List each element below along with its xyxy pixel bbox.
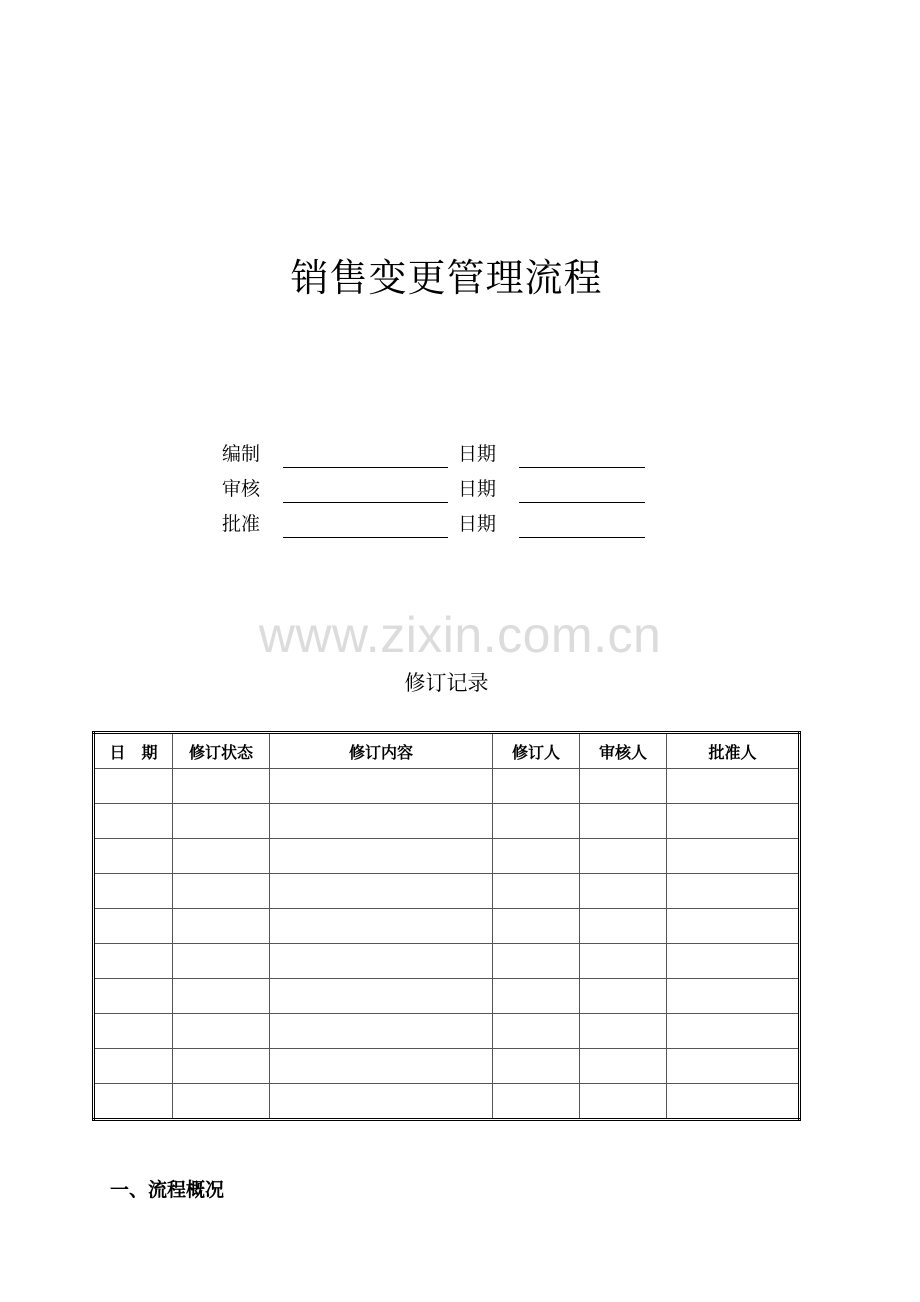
table-cell — [580, 769, 667, 804]
table-cell — [667, 769, 800, 804]
column-header-revision-content: 修订内容 — [270, 733, 493, 769]
revision-record-body — [94, 769, 800, 1120]
column-header-approver: 批准人 — [667, 733, 800, 769]
table-cell — [94, 1084, 173, 1120]
column-header-reviser: 修订人 — [493, 733, 580, 769]
table-cell — [493, 839, 580, 874]
table-cell — [270, 1049, 493, 1084]
table-cell — [667, 979, 800, 1014]
watermark: www.zixin.com.cn — [258, 607, 662, 663]
table-cell — [493, 874, 580, 909]
table-cell — [270, 804, 493, 839]
table-cell — [493, 769, 580, 804]
table-cell — [580, 944, 667, 979]
document-title: 销售变更管理流程 — [290, 256, 603, 300]
table-cell — [270, 769, 493, 804]
table-row — [94, 979, 800, 1014]
table-cell — [94, 1049, 173, 1084]
table-cell — [580, 839, 667, 874]
table-row — [94, 1084, 800, 1120]
table-cell — [94, 769, 173, 804]
revision-record-heading: 修订记录 — [404, 671, 489, 695]
table-cell — [94, 1014, 173, 1049]
table-cell — [667, 804, 800, 839]
table-cell — [580, 979, 667, 1014]
table-cell — [580, 804, 667, 839]
section-heading-process-overview: 一、流程概况 — [110, 1179, 225, 1201]
table-cell — [94, 804, 173, 839]
table-cell — [493, 979, 580, 1014]
column-header-date: 日 期 — [94, 733, 173, 769]
table-row — [94, 839, 800, 874]
signoff-row-prepared — [222, 438, 652, 473]
signoff-role-label: 审核 — [222, 478, 261, 500]
table-row — [94, 874, 800, 909]
column-header-revision-status: 修订状态 — [173, 733, 270, 769]
table-cell — [173, 874, 270, 909]
table-cell — [667, 874, 800, 909]
table-cell — [173, 944, 270, 979]
table-cell — [667, 944, 800, 979]
table-cell — [173, 1049, 270, 1084]
table-cell — [667, 839, 800, 874]
table-cell — [493, 944, 580, 979]
table-cell — [173, 1014, 270, 1049]
table-cell — [493, 909, 580, 944]
table-cell — [173, 909, 270, 944]
signoff-date-label: 日期 — [458, 513, 497, 535]
table-cell — [580, 909, 667, 944]
table-cell — [580, 1049, 667, 1084]
table-row — [94, 1014, 800, 1049]
table-cell — [173, 839, 270, 874]
table-cell — [667, 1084, 800, 1120]
date-line — [519, 537, 645, 538]
table-cell — [493, 1049, 580, 1084]
column-header-reviewer: 审核人 — [580, 733, 667, 769]
signoff-row-reviewed — [222, 473, 652, 508]
signoff-row-approved — [222, 508, 652, 543]
table-cell — [493, 804, 580, 839]
table-cell — [94, 944, 173, 979]
table-cell — [173, 769, 270, 804]
table-cell — [270, 979, 493, 1014]
table-cell — [173, 979, 270, 1014]
signoff-date-label: 日期 — [458, 443, 497, 465]
table-cell — [580, 1014, 667, 1049]
table-cell — [270, 874, 493, 909]
table-row — [94, 1049, 800, 1084]
signature-line — [283, 467, 448, 468]
table-header-row — [94, 733, 800, 769]
date-line — [519, 502, 645, 503]
table-cell — [493, 1084, 580, 1120]
signature-line — [283, 537, 448, 538]
table-cell — [667, 909, 800, 944]
table-cell — [270, 944, 493, 979]
table-cell — [94, 909, 173, 944]
table-cell — [94, 874, 173, 909]
table-cell — [580, 874, 667, 909]
table-cell — [667, 1014, 800, 1049]
table-cell — [94, 979, 173, 1014]
table-cell — [173, 804, 270, 839]
signoff-role-label: 批准 — [222, 513, 261, 535]
signoff-date-label: 日期 — [458, 478, 497, 500]
table-cell — [270, 1014, 493, 1049]
table-cell — [667, 1049, 800, 1084]
table-cell — [270, 839, 493, 874]
table-cell — [493, 1014, 580, 1049]
table-row — [94, 769, 800, 804]
table-cell — [270, 909, 493, 944]
signature-line — [283, 502, 448, 503]
table-cell — [580, 1084, 667, 1120]
table-cell — [94, 839, 173, 874]
signoff-role-label: 编制 — [222, 443, 261, 465]
date-line — [519, 467, 645, 468]
table-row — [94, 909, 800, 944]
table-row — [94, 804, 800, 839]
revision-record-table — [92, 731, 801, 1121]
table-cell — [173, 1084, 270, 1120]
table-cell — [270, 1084, 493, 1120]
signoff-block — [222, 438, 652, 543]
table-row — [94, 944, 800, 979]
